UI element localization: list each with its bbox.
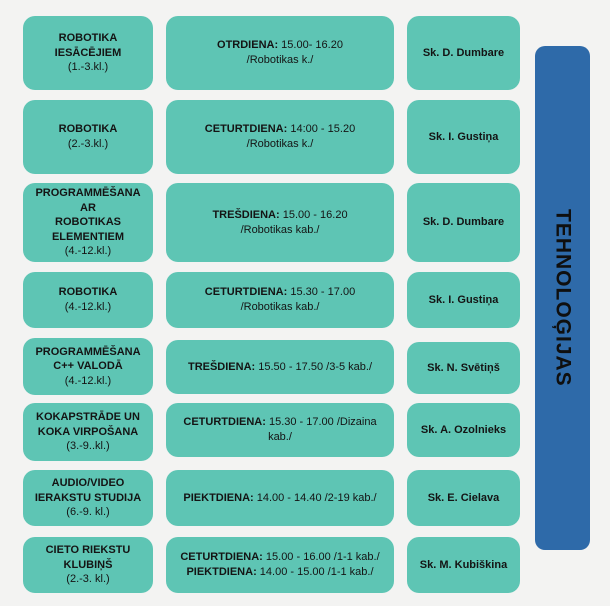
course-name: ROBOTIKAS ELEMENTIEM — [51, 216, 125, 243]
schedule-card — [166, 537, 394, 593]
course-grades: (3.-9..kl.) — [66, 440, 110, 453]
teacher-card — [407, 537, 520, 593]
course-name: KOKA VIRPOŠANA — [37, 425, 139, 438]
schedule-card — [166, 470, 394, 526]
course-name: KLUBIŅŠ — [63, 558, 113, 571]
course-name: ROBOTIKA — [58, 123, 118, 136]
course-name: PROGRAMMĒŠANA — [35, 345, 141, 358]
course-card — [23, 183, 153, 262]
schedule-line: /Robotikas kab./ — [240, 301, 320, 313]
subject-banner — [535, 46, 590, 550]
course-grades: (1.-3.kl.) — [67, 61, 109, 74]
teacher-card — [407, 342, 520, 394]
subject-title: TEHNOLOĢIJAS — [551, 209, 575, 387]
teacher-name: Sk. E. Cielava — [427, 491, 500, 504]
course-grades: (4.-12.kl.) — [64, 301, 112, 313]
teacher-card — [407, 470, 520, 526]
course-name: KOKAPSTRĀDE UN — [36, 411, 140, 424]
course-grades: (6.-9. kl.) — [66, 506, 110, 519]
teacher-card — [407, 16, 520, 90]
course-name: PROGRAMMĒŠANA AR — [35, 187, 141, 214]
schedule-card — [166, 183, 394, 262]
teacher-name: Sk. D. Dumbare — [422, 46, 505, 59]
schedule-line: /Robotikas k./ — [246, 138, 314, 150]
course-grades: (2.-3. kl.) — [66, 573, 110, 586]
schedule-line: CETURTDIENA: 15.30 - 17.00 /Dizaina kab./ — [183, 416, 377, 443]
schedule-line: /Robotikas kab./ — [240, 223, 320, 236]
course-grades: (4.-12.kl.) — [64, 374, 112, 387]
schedule-card — [166, 403, 394, 457]
course-grades: (4.-12.kl.) — [64, 245, 112, 258]
schedule-line: PIEKTDIENA: 14.00 - 14.40 /2-19 kab./ — [183, 491, 377, 504]
teacher-card — [407, 272, 520, 328]
course-name: AUDIO/VIDEO — [51, 477, 125, 490]
course-name: ROBOTIKA IESĀCĒJIEM — [54, 32, 122, 59]
course-name: IERAKSTU STUDIJA — [34, 491, 142, 504]
teacher-name: Sk. A. Ozolnieks — [420, 423, 507, 436]
course-card — [23, 338, 153, 395]
schedule-card — [166, 16, 394, 90]
schedule-card — [166, 272, 394, 328]
teacher-name: Sk. I. Gustiņa — [428, 130, 499, 143]
course-name: C++ VALODĀ — [53, 360, 123, 373]
course-grades: (2.-3.kl.) — [67, 138, 109, 150]
course-name: ROBOTIKA — [58, 286, 118, 299]
schedule-line: PIEKTDIENA: 14.00 - 15.00 /1-1 kab./ — [186, 566, 374, 578]
schedule-line: CETURTDIENA: 15.30 - 17.00 — [204, 286, 356, 299]
schedule-line: CETURTDIENA: 14:00 - 15.20 — [204, 123, 356, 136]
course-name: CIETO RIEKSTU — [45, 544, 131, 557]
course-card — [23, 403, 153, 461]
teacher-card — [407, 403, 520, 457]
course-card — [23, 16, 153, 90]
schedule-line: TREŠDIENA: 15.50 - 17.50 /3-5 kab./ — [187, 360, 373, 373]
course-card — [23, 272, 153, 328]
teacher-card — [407, 100, 520, 174]
teacher-name: Sk. D. Dumbare — [422, 216, 505, 229]
course-card — [23, 537, 153, 593]
course-card — [23, 100, 153, 174]
schedule-line: /Robotikas k./ — [246, 54, 314, 66]
schedule-line: CETURTDIENA: 15.00 - 16.00 /1-1 kab./ — [180, 551, 380, 564]
schedule-line: TREŠDIENA: 15.00 - 16.20 — [212, 208, 348, 221]
teacher-name: Sk. I. Gustiņa — [428, 293, 499, 306]
schedule-card — [166, 340, 394, 394]
teacher-name: Sk. N. Svētiņš — [427, 361, 500, 374]
teacher-card — [407, 183, 520, 262]
schedule-line: OTRDIENA: 15.00- 16.20 — [217, 39, 343, 52]
course-card — [23, 470, 153, 526]
schedule-card — [166, 100, 394, 174]
teacher-name: Sk. M. Kubiškina — [419, 558, 508, 571]
